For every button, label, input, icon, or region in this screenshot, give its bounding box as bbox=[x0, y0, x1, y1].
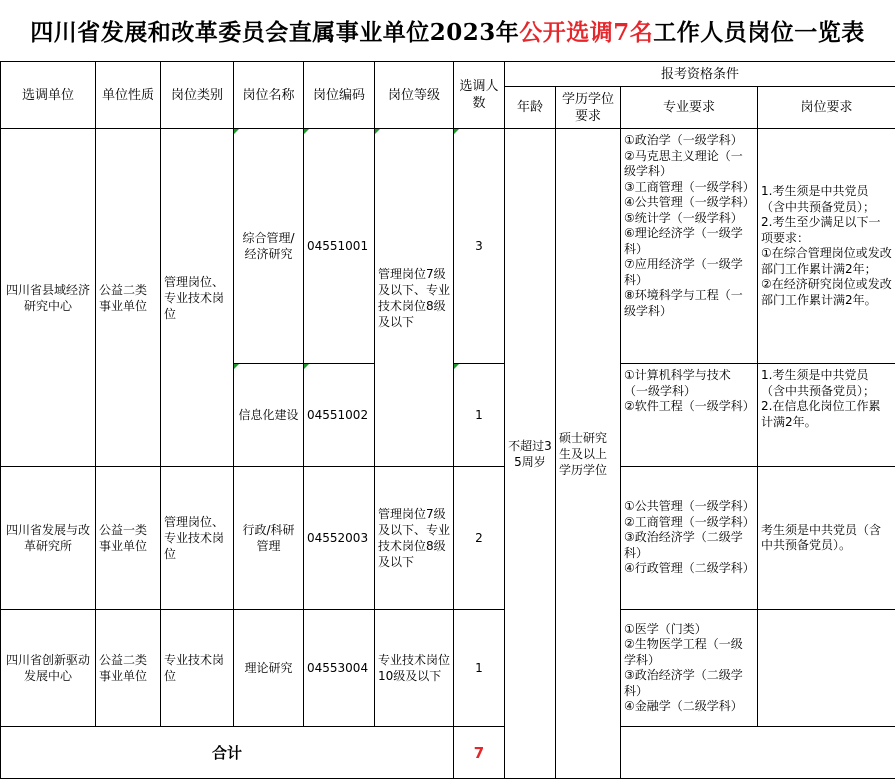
major-item: ④公共管理（一级学科） bbox=[624, 195, 755, 209]
post-count: 1 bbox=[454, 610, 505, 727]
major-list bbox=[621, 467, 758, 610]
header-post-req: 岗位要求 bbox=[758, 87, 895, 129]
major-item: ①医学（门类） bbox=[624, 621, 707, 636]
post-code: 04553004 bbox=[304, 610, 375, 727]
total-label: 合计 bbox=[1, 727, 454, 779]
unit-nature: 公益一类事业单位 bbox=[96, 467, 161, 610]
post-category: 管理岗位、专业技术岗位 bbox=[161, 129, 234, 467]
post-name: 理论研究 bbox=[234, 610, 304, 727]
header-education: 学历学位要求 bbox=[556, 87, 621, 129]
total-row bbox=[1, 727, 895, 779]
post-name: 信息化建设 bbox=[234, 364, 304, 467]
major-item: ②工商管理（一级学科） bbox=[624, 514, 755, 529]
title-part-1: 四川省发展和改革委员会直属事业单位2023年 bbox=[30, 19, 520, 46]
major-item: ①公共管理（一级学科） bbox=[624, 499, 755, 514]
post-requirement-list bbox=[758, 467, 895, 610]
major-item: ⑥理论经济学（一级学科） bbox=[624, 226, 743, 256]
header-category: 岗位类别 bbox=[161, 62, 234, 129]
table-row bbox=[1, 610, 895, 727]
major-item: ④金融学（二级学科） bbox=[624, 699, 743, 713]
major-list bbox=[621, 364, 758, 467]
post-category: 专业技术岗位 bbox=[161, 610, 234, 727]
requirement-item: 考生须是中共党员（含中共预备党员）。 bbox=[761, 522, 882, 552]
post-count: 1 bbox=[454, 364, 505, 467]
post-code: 04551002 bbox=[304, 364, 375, 467]
unit-name: 四川省创新驱动发展中心 bbox=[1, 610, 96, 727]
major-item: ⑦应用经济学（一级学科） bbox=[624, 257, 743, 287]
post-name: 行政/科研管理 bbox=[234, 467, 304, 610]
table-row bbox=[1, 129, 895, 364]
requirement-item: 1.考生须是中共党员（含中共预备党员）； bbox=[761, 368, 876, 398]
unit-nature: 公益二类事业单位 bbox=[96, 129, 161, 467]
education-requirement: 硕士研究生及以上学历学位 bbox=[556, 129, 621, 779]
table-row bbox=[1, 467, 895, 610]
major-list bbox=[621, 129, 758, 364]
major-item: ⑤统计学（一级学科） bbox=[624, 210, 743, 225]
major-item: ①计算机科学与技术（一级学科） bbox=[624, 368, 731, 398]
unit-name: 四川省发展与改革研究所 bbox=[1, 467, 96, 610]
post-code: 04551001 bbox=[304, 129, 375, 364]
total-blank bbox=[621, 727, 895, 779]
post-grade: 专业技术岗位10级及以下 bbox=[375, 610, 454, 727]
requirement-item: 2.在信息化岗位工作累计满2年。 bbox=[761, 399, 881, 429]
page-title bbox=[0, 0, 895, 61]
requirement-item: 1.考生须是中共党员（含中共预备党员）； bbox=[761, 184, 876, 214]
major-item: ③政治经济学（二级学科） bbox=[624, 668, 743, 698]
header-conditions: 报考资格条件 bbox=[505, 62, 895, 87]
header-post-name: 岗位名称 bbox=[234, 62, 304, 129]
post-requirement-list bbox=[758, 610, 895, 727]
post-code: 04552003 bbox=[304, 467, 375, 610]
requirement-item: 2.考生至少满足以下一项要求： bbox=[761, 215, 881, 245]
age-requirement: 不超过35周岁 bbox=[505, 129, 556, 779]
header-count: 选调人数 bbox=[454, 62, 505, 129]
header-nature: 单位性质 bbox=[96, 62, 161, 129]
major-item: ②马克思主义理论（一级学科） bbox=[624, 148, 743, 178]
header-major: 专业要求 bbox=[621, 87, 758, 129]
post-category: 管理岗位、专业技术岗位 bbox=[161, 467, 234, 610]
major-item: ①政治学（一级学科） bbox=[624, 133, 743, 147]
title-part-2: 工作人员岗位一览表 bbox=[653, 19, 865, 46]
major-item: ④行政管理（二级学科） bbox=[624, 561, 755, 576]
header-post-grade: 岗位等级 bbox=[375, 62, 454, 129]
header-row-1 bbox=[1, 62, 895, 87]
header-post-code: 岗位编码 bbox=[304, 62, 375, 129]
header-age: 年龄 bbox=[505, 87, 556, 129]
major-item: ③工商管理（一级学科） bbox=[624, 179, 755, 194]
major-item: ⑧环境科学与工程（一级学科） bbox=[624, 288, 743, 318]
post-name: 综合管理/经济研究 bbox=[234, 129, 304, 364]
major-item: ②软件工程（一级学科） bbox=[624, 399, 755, 413]
requirement-item: ②在经济研究岗位或发改部门工作累计满2年。 bbox=[761, 277, 892, 307]
positions-table bbox=[0, 61, 895, 779]
total-count: 7 bbox=[454, 727, 505, 779]
major-item: ③政治经济学（二级学科） bbox=[624, 530, 743, 560]
header-unit: 选调单位 bbox=[1, 62, 96, 129]
post-grade: 管理岗位7级及以下、专业技术岗位8级及以下 bbox=[375, 467, 454, 610]
post-requirement-list bbox=[758, 129, 895, 364]
title-highlight: 公开选调7名 bbox=[519, 19, 654, 46]
post-count: 2 bbox=[454, 467, 505, 610]
post-requirement-list bbox=[758, 364, 895, 467]
unit-nature: 公益二类事业单位 bbox=[96, 610, 161, 727]
post-grade: 管理岗位7级及以下、专业技术岗位8级及以下 bbox=[375, 129, 454, 467]
major-item: ②生物医学工程（一级学科） bbox=[624, 637, 743, 667]
requirement-item: ①在综合管理岗位或发改部门工作累计满2年； bbox=[761, 246, 892, 276]
major-list bbox=[621, 610, 758, 727]
unit-name: 四川省县域经济研究中心 bbox=[1, 129, 96, 467]
post-count: 3 bbox=[454, 129, 505, 364]
